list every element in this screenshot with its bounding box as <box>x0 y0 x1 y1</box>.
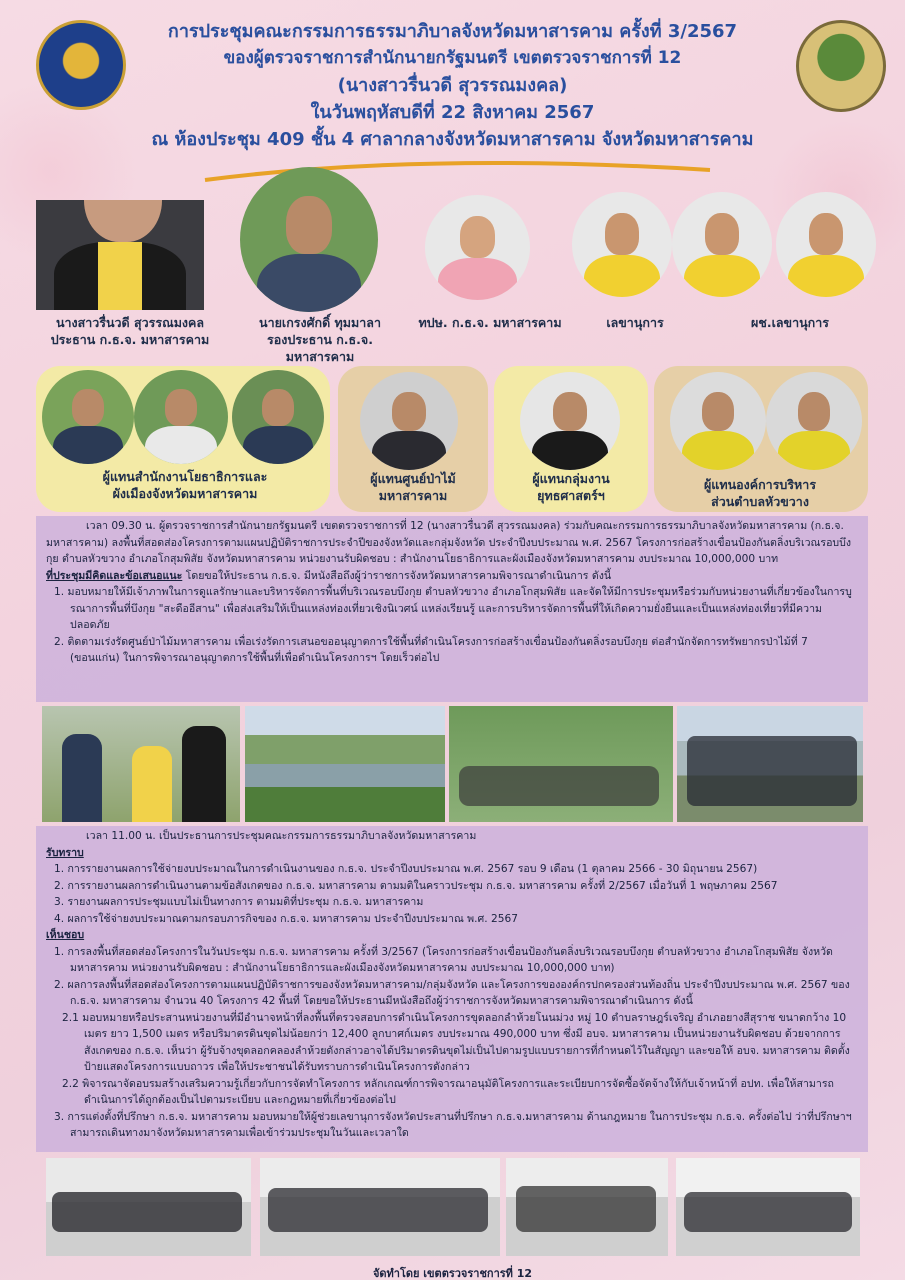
approved-item-2-1: 2.1 มอบหมายหรือประสานหน่วยงานที่มีอำนาจหน้าที่ลงพื้นที่ตรวจสอบการดำเนินโครงการขุดลอกลำห้วยโนนม่วง หมู่ 10 ตำบลราษฎร์เจริญ อำเภอยางสีสุราช ขนาดกว้าง 10 เมตร ยาว 1,500 เมตร หรือปริมาตรดินขุดไม่น้อยกว่า 12,400 ลูกบาศก์เมตร งบประมาณ 490,000 บาท ซึ่งมี อบจ. มหาสารคาม เป็นหน่วยงานรับผิดชอบ ด้วยจากการสังเกตของ ก.ธ.จ. เห็นว่า ผู้รับจ้างขุดลอกคลองลำห้วยดังกล่าวอาจได้ปริมาตรดินขุดไม่เป็นไปตามรูปแบบรายการที่กำหนดไว้ในสัญญา และขอให้ อบจ. มหาสารคาม ติดตั้งป้ายแสดงโครงการแบบถาวร เพื่อให้ประชาชนได้รับทราบการดำเนินโครงการดังกล่าว <box>62 1011 850 1073</box>
vice-chair-portrait <box>240 167 378 312</box>
title-line-4: ในวันพฤหัสบดีที่ 22 สิงหาคม 2567 <box>310 102 595 123</box>
vice-chair-caption: นายเกรงศักดิ์ ทุมมาลา รองประธาน ก.ธ.จ. มหาสารคาม <box>259 315 381 364</box>
advisor-portrait <box>425 195 530 300</box>
strategy-rep <box>520 372 620 470</box>
meeting-photo-4 <box>676 1158 860 1256</box>
site-visit-intro: เวลา 09.30 น. ผู้ตรวจราชการสำนักนายกรัฐมนตรี เขตตรวจราชการที่ 12 (นางสาวรื่นวดี สุวรรณมงคล) ร่วมกับคณะกรรมการธรรมาภิบาลจังหวัดมหาสารคาม (ก.ธ.จ. มหาสารคาม) ลงพื้นที่สอดส่องโครงการตามแผนปฏิบัติราชการประจำปีของจังหวัดและกลุ่มจังหวัด ประจำปีงบประมาณ พ.ศ. 2567 โครงการก่อสร้างเขื่อนป้องกันตลิ่งบริเวณรอบบึงกุย ตำบลหัวขวาง อำเภอโกสุมพิสัย จังหวัดมหาสารคาม หน่วยงานรับผิดชอบ : สำนักงานโยธาธิการและผังเมืองจังหวัดมหาสารคาม งบประมาณ 10,000,000 บาท <box>46 520 852 565</box>
approved-item-2: 2. ผลการลงพื้นที่สอดส่องโครงการตามแผนปฏิบัติราชการของจังหวัดมหาสารคาม/กลุ่มจังหวัด และโครงการขององค์กรปกครองส่วนท้องถิ่น ประจำปีงบประมาณ พ.ศ. 2567 ของ ก.ธ.จ. มหาสารคาม จำนวน 40 โครงการ 42 พื้นที่ โดยขอให้ประธานมีหนังสือถึงผู้ว่าราชการจังหวัดมหาสารคามพิจารณาดำเนินการ ดังนี้ <box>54 978 850 1007</box>
approved-item-1: 1. การลงพื้นที่สอดส่องโครงการในวันประชุม ก.ธ.จ. มหาสารคาม ครั้งที่ 3/2567 (โครงการก่อสร้างเขื่อนป้องกันตลิ่งบริเวณรอบบึงกุย ตำบลหัวขวาง อำเภอโกสุมพิสัย จังหวัดมหาสารคาม หน่วยงานรับผิดชอบ : สำนักงานโยธาธิการและผังเมืองจังหวัดมหาสารคาม งบประมาณ 10,000,000 บาท) <box>54 945 833 974</box>
chair-portrait-photo <box>36 200 204 310</box>
approved-heading: เห็นชอบ <box>46 929 85 941</box>
opinion-item-2: 2. ติดตามเร่งรัดศูนย์ป่าไม้มหาสารคาม เพื่อเร่งรัดการเสนอขออนุญาตการใช้พื้นที่ดำเนินโครงการก่อสร้างเขื่อนป้องกันตลิ่งรอบบึงกุย ต่อสำนักจัดการทรัพยากรป่าไม้ที่ 7 (ขอนแก่น) ในการพิจารณาอนุญาตการใช้พื้นที่เพื่อดำเนินโครงการฯ โดยเร็วต่อไป <box>54 635 808 664</box>
public-works-rep-2 <box>134 370 228 464</box>
group-caption-strategy: ผู้แทนกลุ่มงาน ยุทธศาสตร์ฯ <box>532 471 610 503</box>
site-photo-group-standing <box>677 706 863 822</box>
meeting-photo-2 <box>260 1158 500 1256</box>
footer-credit: จัดทำโดย เขตตรวจราชการที่ 12 <box>372 1267 533 1280</box>
assistant-secretary-portrait <box>776 192 876 297</box>
group-caption-forestry: ผู้แทนศูนย์ป่าไม้ มหาสารคาม <box>370 471 456 503</box>
page-header <box>0 18 905 153</box>
site-visit-summary-box <box>36 516 868 702</box>
title-line-5: ณ ห้องประชุม 409 ชั้น 4 ศาลากลางจังหวัดมหาสารคาม จังหวัดมหาสารคาม <box>151 129 754 150</box>
site-photo-meeting-outdoor <box>449 706 673 822</box>
opinion-heading: ที่ประชุมมีคิดและข้อเสนอแนะ โดยขอให้ประธาน ก.ธ.จ. มีหนังสือถึงผู้ว่าราชการจังหวัดมหาสารคามพิจารณาดำเนินการ ดังนี้ <box>46 569 612 582</box>
approved-item-2-2: 2.2 พิจารณาจัดอบรมสร้างเสริมความรู้เกี่ยวกับการจัดทำโครงการ หลักเกณฑ์การพิจารณาอนุมัติโครงการและระเบียบการจัดซื้อจัดจ้างให้กับเจ้าหน้าที่ อปท. เพื่อให้สามารถดำเนินการได้ถูกต้องเป็นไปตามระเบียบ และกฎหมายที่เกี่ยวข้องต่อไป <box>62 1077 834 1106</box>
acknowledged-item-3: 3. รายงานผลการประชุมแบบไม่เป็นทางการ ตามมติที่ประชุม ก.ธ.จ. มหาสารคาม <box>54 896 424 908</box>
meeting-photo-3 <box>506 1158 668 1256</box>
approved-item-3: 3. การแต่งตั้งที่ปรึกษา ก.ธ.จ. มหาสารคาม มอบหมายให้ผู้ช่วยเลขานุการจังหวัดประสานที่ปรึกษา ก.ธ.จ.มหาสารคาม ด้านกฎหมาย ในการประชุม ก.ธ.จ. ครั้งต่อไป ว่าที่ปรึกษาฯ สามารถเดินทางมาจังหวัดมหาสารคามเพื่อเข้าร่วมประชุมในวันและเวลาใด <box>54 1110 852 1139</box>
sao-rep-1 <box>670 372 766 470</box>
assistant-secretary-caption: ผช.เลขานุการ <box>751 315 829 330</box>
title-line-1: การประชุมคณะกรรมการธรรมาภิบาลจังหวัดมหาสารคาม ครั้งที่ 3/2567 <box>167 21 738 42</box>
secretary-portrait-1 <box>572 192 672 297</box>
title-line-2: ของผู้ตรวจราชการสำนักนายกรัฐมนตรี เขตตรวจราชการที่ 12 <box>223 48 682 68</box>
chair-caption: นางสาวรื่นวดี สุวรรณมงคล ประธาน ก.ธ.จ. มหาสารคาม <box>50 315 210 347</box>
site-photo-handover <box>42 706 240 822</box>
advisor-caption: ทปษ. ก.ธ.จ. มหาสารคาม <box>418 315 562 330</box>
meeting-photo-1 <box>46 1158 251 1256</box>
sao-rep-2 <box>766 372 862 470</box>
public-works-rep-1 <box>42 370 134 464</box>
acknowledged-item-2: 2. การรายงานผลการดำเนินงานตามข้อสังเกตของ ก.ธ.จ. มหาสารคาม ตามมติในคราวประชุม ก.ธ.จ. มหาสารคาม ครั้งที่ 2/2567 เมื่อวันที่ 1 พฤษภาคม 2567 <box>54 879 778 892</box>
title-line-3: (นางสาวรื่นวดี สุวรรณมงคล) <box>337 75 568 96</box>
acknowledged-item-4: 4. ผลการใช้จ่ายงบประมาณตามกรอบภารกิจของ ก.ธ.จ. มหาสารคาม ประจำปีงบประมาณ พ.ศ. 2567 <box>54 912 518 925</box>
site-photo-lake <box>245 706 445 822</box>
opinion-item-1: 1. มอบหมายให้มีเจ้าภาพในการดูแลรักษาและบริหารจัดการพื้นที่บริเวณรอบบึงกุย ตำบลหัวขวาง อำเภอโกสุมพิสัย และจัดให้มีการประชุมหรือร่วมกับหน่วยงานที่เกี่ยวข้องในการบูรณาการพื้นที่บึงกุย "สะดืออีสาน" เพื่อส่งเสริมให้เป็นแหล่งท่องเที่ยวเชิงนิเวศน์ แหล่งเรียนรู้ และการบริหารจัดการพื้นที่ให้เกิดความยั่งยืนและเป็นแหล่งท่องเที่ยวที่มีความปลอดภัย <box>54 586 852 631</box>
group-caption-sao: ผู้แทนองค์การบริหาร ส่วนตำบลหัวขวาง <box>703 477 817 509</box>
secretary-caption: เลขานุการ <box>606 315 664 330</box>
secretary-portrait-2 <box>672 192 772 297</box>
acknowledged-item-1: 1. การรายงานผลการใช้จ่ายงบประมาณในการดำเนินงานของ ก.ธ.จ. ประจำปีงบประมาณ พ.ศ. 2567 รอบ 9 เดือน (1 ตุลาคม 2566 - 30 มิถุนายน 2567) <box>54 863 758 875</box>
acknowledged-heading: รับทราบ <box>46 846 84 859</box>
public-works-rep-3 <box>232 370 324 464</box>
forestry-rep <box>360 372 458 470</box>
meeting-summary-box <box>36 826 868 1152</box>
group-caption-public-works: ผู้แทนสำนักงานโยธาธิการและ ผังเมืองจังหวัดมหาสารคาม <box>102 469 268 501</box>
meeting-intro: เวลา 11.00 น. เป็นประธานการประชุมคณะกรรมการธรรมาภิบาลจังหวัดมหาสารคาม <box>86 830 477 842</box>
